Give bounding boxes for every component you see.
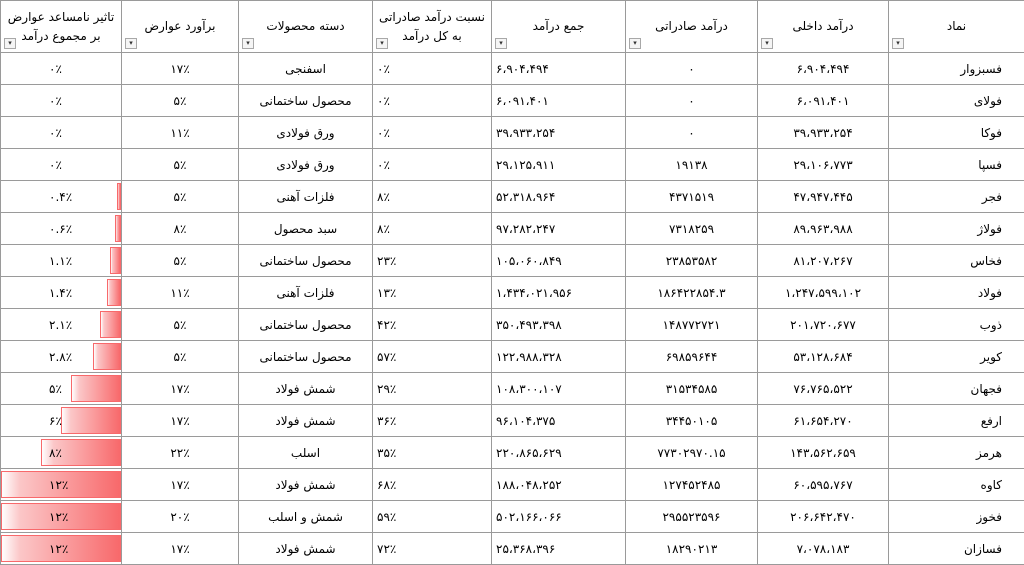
cell-ratio[interactable]: ۵۷٪ [373,341,492,373]
cell-duty[interactable]: ۸٪ [122,213,239,245]
cell-category[interactable]: شمش فولاد [239,373,373,405]
cell-symbol[interactable]: فسپا [889,149,1024,181]
header-symbol [889,1,1024,53]
header-row [1,1,1024,53]
cell-total[interactable]: ۹۶،۱۰۴،۳۷۵ [492,405,626,437]
cell-domestic[interactable]: ۲۹،۱۰۶،۷۷۳ [758,149,889,181]
cell-export[interactable]: ۳۴۴۵۰۱۰۵ [626,405,758,437]
cell-category[interactable]: شمش فولاد [239,533,373,565]
cell-ratio[interactable]: ۰٪ [373,53,492,85]
impact-value: ۱۲٪ [5,510,117,524]
header-label: درآمد داخلی [792,19,853,33]
filter-dropdown-icon[interactable]: ▾ [892,38,904,49]
table-row [1,373,1024,405]
cell-ratio[interactable]: ۱۳٪ [373,277,492,309]
impact-value: ۰٪ [5,158,117,172]
cell-impact[interactable] [1,533,122,565]
cell-duty[interactable]: ۲۰٪ [122,501,239,533]
table-row [1,245,1024,277]
impact-value: ۸٪ [5,446,117,460]
cell-domestic[interactable]: ۶۱،۶۵۴،۲۷۰ [758,405,889,437]
cell-category[interactable]: فلزات آهنی [239,277,373,309]
header-ratio [373,1,492,53]
cell-total[interactable]: ۱۰۵،۰۶۰،۸۴۹ [492,245,626,277]
cell-ratio[interactable]: ۴۲٪ [373,309,492,341]
impact-value: ۲.۸٪ [5,350,117,364]
cell-domestic[interactable]: ۲۰۱،۷۲۰،۶۷۷ [758,309,889,341]
sort-filter-icon[interactable]: ▾ [242,38,254,49]
cell-domestic[interactable]: ۵۳،۱۲۸،۶۸۴ [758,341,889,373]
cell-symbol[interactable]: فوکا [889,117,1024,149]
data-bar [117,183,121,210]
filter-dropdown-icon[interactable]: ▾ [495,38,507,49]
cell-export[interactable]: ۷۷۳۰۲۹۷۰.۱۵ [626,437,758,469]
cell-impact[interactable] [1,341,122,373]
table-row [1,469,1024,501]
cell-symbol[interactable]: ذوب [889,309,1024,341]
cell-total[interactable]: ۳۵۰،۴۹۳،۳۹۸ [492,309,626,341]
cell-category[interactable]: فلزات آهنی [239,181,373,213]
cell-symbol[interactable]: فولای [889,85,1024,117]
table-row [1,181,1024,213]
cell-ratio[interactable]: ۸٪ [373,213,492,245]
cell-ratio[interactable]: ۲۳٪ [373,245,492,277]
cell-ratio[interactable]: ۰٪ [373,117,492,149]
cell-total[interactable]: ۶،۰۹۱،۴۰۱ [492,85,626,117]
cell-export[interactable]: ۱۴۸۷۷۲۷۲۱ [626,309,758,341]
cell-domestic[interactable]: ۶۰،۵۹۵،۷۶۷ [758,469,889,501]
impact-value: ۰.۴٪ [5,190,117,204]
header-export [626,1,758,53]
cell-duty[interactable]: ۵٪ [122,245,239,277]
filter-dropdown-icon[interactable]: ▾ [4,38,16,49]
cell-domestic[interactable]: ۳۹،۹۳۳،۲۵۴ [758,117,889,149]
cell-symbol[interactable]: فولاد [889,277,1024,309]
cell-total[interactable]: ۲۲۰،۸۶۵،۶۲۹ [492,437,626,469]
header-total [492,1,626,53]
cell-impact[interactable] [1,501,122,533]
table-row [1,405,1024,437]
cell-total[interactable]: ۱۰۸،۳۰۰،۱۰۷ [492,373,626,405]
cell-export[interactable]: ۰ [626,117,758,149]
cell-symbol[interactable]: فجهان [889,373,1024,405]
cell-impact[interactable] [1,53,122,85]
cell-impact[interactable] [1,181,122,213]
cell-impact[interactable] [1,277,122,309]
cell-ratio[interactable]: ۸٪ [373,181,492,213]
cell-total[interactable]: ۱۸۸،۰۴۸،۲۵۲ [492,469,626,501]
cell-export[interactable]: ۱۸۶۴۲۲۸۵۴.۳ [626,277,758,309]
cell-total[interactable]: ۵۰۲،۱۶۶،۰۶۶ [492,501,626,533]
cell-category[interactable]: محصول ساختمانی [239,245,373,277]
header-category [239,1,373,53]
cell-duty[interactable]: ۱۷٪ [122,469,239,501]
cell-symbol[interactable]: فخوز [889,501,1024,533]
cell-total[interactable]: ۹۷،۲۸۲،۲۴۷ [492,213,626,245]
cell-impact[interactable] [1,437,122,469]
impact-value: ۵٪ [5,382,117,396]
table-row [1,341,1024,373]
impact-value: ۱۲٪ [5,542,117,556]
cell-category[interactable]: ورق فولادی [239,117,373,149]
cell-export[interactable]: ۷۳۱۸۲۵۹ [626,213,758,245]
cell-category[interactable]: سبد محصول [239,213,373,245]
cell-domestic[interactable]: ۷،۰۷۸،۱۸۳ [758,533,889,565]
cell-total[interactable]: ۲۹،۱۲۵،۹۱۱ [492,149,626,181]
header-label: نماد [947,19,966,33]
cell-total[interactable]: ۳۹،۹۳۳،۲۵۴ [492,117,626,149]
header-label: دسته محصولات [266,19,344,33]
cell-duty[interactable]: ۱۷٪ [122,373,239,405]
impact-value: ۶٪ [5,414,117,428]
header-label: درآمد صادراتی [655,19,728,33]
cell-ratio[interactable]: ۰٪ [373,149,492,181]
filter-dropdown-icon[interactable]: ▾ [376,38,388,49]
cell-symbol[interactable]: کویر [889,341,1024,373]
header-label: نسبت درآمد صادراتی به کل درآمد [379,10,485,43]
table-row [1,213,1024,245]
cell-ratio[interactable]: ۲۹٪ [373,373,492,405]
table-row [1,437,1024,469]
table-row [1,117,1024,149]
cell-export[interactable]: ۰ [626,85,758,117]
table-row [1,149,1024,181]
cell-symbol[interactable]: فخاس [889,245,1024,277]
table-row [1,277,1024,309]
cell-total[interactable]: ۵۲،۳۱۸،۹۶۴ [492,181,626,213]
header-label: جمع درآمد [533,19,585,33]
cell-ratio[interactable]: ۳۶٪ [373,405,492,437]
header-label: تاثیر نامساعد عوارض بر مجموع درآمد [8,10,114,43]
impact-value: ۱.۱٪ [5,254,117,268]
cell-impact[interactable] [1,469,122,501]
cell-domestic[interactable]: ۲۰۶،۶۴۲،۴۷۰ [758,501,889,533]
table-row [1,309,1024,341]
cell-export[interactable]: ۴۳۷۱۵۱۹ [626,181,758,213]
cell-ratio[interactable]: ۶۸٪ [373,469,492,501]
cell-category[interactable]: ورق فولادی [239,149,373,181]
cell-impact[interactable] [1,373,122,405]
cell-total[interactable]: ۱،۴۳۴،۰۲۱،۹۵۶ [492,277,626,309]
table-row [1,501,1024,533]
cell-impact[interactable] [1,85,122,117]
cell-domestic[interactable]: ۶،۹۰۴،۴۹۴ [758,53,889,85]
filter-dropdown-icon[interactable]: ▾ [629,38,641,49]
cell-duty[interactable]: ۵٪ [122,149,239,181]
cell-duty[interactable]: ۵٪ [122,181,239,213]
cell-export[interactable]: ۶۹۸۵۹۶۴۴ [626,341,758,373]
cell-domestic[interactable]: ۴۷،۹۴۷،۴۴۵ [758,181,889,213]
cell-export[interactable]: ۱۸۲۹۰۲۱۳ [626,533,758,565]
table-body [1,53,1024,565]
cell-symbol[interactable]: فجر [889,181,1024,213]
cell-symbol[interactable]: فولاژ [889,213,1024,245]
impact-value: ۱۲٪ [5,478,117,492]
cell-domestic[interactable]: ۷۶،۷۶۵،۵۲۲ [758,373,889,405]
cell-category[interactable]: اسلب [239,437,373,469]
cell-export[interactable]: ۳۱۵۳۴۵۸۵ [626,373,758,405]
impact-value: ۱.۴٪ [5,286,117,300]
cell-category[interactable]: محصول ساختمانی [239,341,373,373]
cell-domestic[interactable]: ۱۴۳،۵۶۲،۶۵۹ [758,437,889,469]
table-row [1,85,1024,117]
cell-category[interactable]: شمش فولاد [239,469,373,501]
filter-dropdown-icon[interactable]: ▾ [125,38,137,49]
cell-total[interactable]: ۱۲۲،۹۸۸،۳۲۸ [492,341,626,373]
cell-impact[interactable] [1,405,122,437]
cell-ratio[interactable]: ۳۵٪ [373,437,492,469]
cell-impact[interactable] [1,149,122,181]
cell-export[interactable]: ۱۹۱۳۸ [626,149,758,181]
cell-domestic[interactable]: ۸۱،۲۰۷،۲۶۷ [758,245,889,277]
cell-category[interactable]: محصول ساختمانی [239,309,373,341]
header-duty [122,1,239,53]
cell-ratio[interactable]: ۰٪ [373,85,492,117]
header-label: برآورد عوارض [144,19,215,33]
impact-value: ۰٪ [5,94,117,108]
cell-domestic[interactable]: ۱،۲۴۷،۵۹۹،۱۰۲ [758,277,889,309]
cell-category[interactable]: اسفنجی [239,53,373,85]
impact-value: ۰.۶٪ [5,222,117,236]
cell-impact[interactable] [1,117,122,149]
cell-duty[interactable]: ۱۱٪ [122,117,239,149]
cell-symbol[interactable]: کاوه [889,469,1024,501]
cell-duty[interactable]: ۱۱٪ [122,277,239,309]
cell-duty[interactable]: ۵٪ [122,85,239,117]
table-row [1,53,1024,85]
cell-impact[interactable] [1,309,122,341]
impact-value: ۰٪ [5,62,117,76]
cell-duty[interactable]: ۱۷٪ [122,405,239,437]
cell-category[interactable]: شمش و اسلب [239,501,373,533]
cell-symbol[interactable]: هرمز [889,437,1024,469]
impact-value: ۲.۱٪ [5,318,117,332]
cell-duty[interactable]: ۵٪ [122,309,239,341]
cell-duty[interactable]: ۵٪ [122,341,239,373]
header-impact [1,1,122,53]
cell-symbol[interactable]: فسازان [889,533,1024,565]
cell-duty[interactable]: ۱۷٪ [122,533,239,565]
cell-domestic[interactable]: ۸۹،۹۶۳،۹۸۸ [758,213,889,245]
filter-dropdown-icon[interactable]: ▾ [761,38,773,49]
table-row [1,533,1024,565]
cell-impact[interactable] [1,245,122,277]
cell-export[interactable]: ۲۳۸۵۳۵۸۲ [626,245,758,277]
impact-value: ۰٪ [5,126,117,140]
cell-category[interactable]: محصول ساختمانی [239,85,373,117]
cell-symbol[interactable]: فسبزوار [889,53,1024,85]
cell-symbol[interactable]: ارفع [889,405,1024,437]
cell-duty[interactable]: ۱۷٪ [122,53,239,85]
cell-domestic[interactable]: ۶،۰۹۱،۴۰۱ [758,85,889,117]
cell-impact[interactable] [1,213,122,245]
cell-category[interactable]: شمش فولاد [239,405,373,437]
cell-export[interactable]: ۲۹۵۵۲۳۵۹۶ [626,501,758,533]
cell-export[interactable]: ۱۲۷۴۵۲۴۸۵ [626,469,758,501]
header-domestic [758,1,889,53]
cell-duty[interactable]: ۲۲٪ [122,437,239,469]
cell-ratio[interactable]: ۵۹٪ [373,501,492,533]
cell-export[interactable]: ۰ [626,53,758,85]
cell-ratio[interactable]: ۷۲٪ [373,533,492,565]
cell-total[interactable]: ۶،۹۰۴،۴۹۴ [492,53,626,85]
cell-total[interactable]: ۲۵،۳۶۸،۳۹۶ [492,533,626,565]
